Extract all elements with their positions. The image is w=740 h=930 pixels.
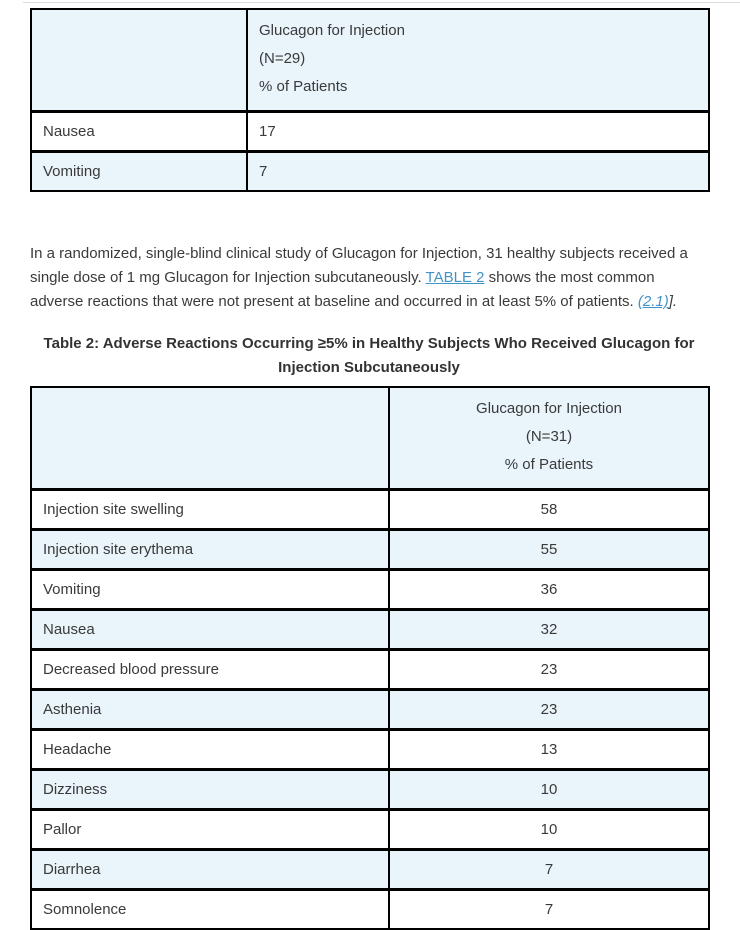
table-row (31, 690, 709, 730)
table1-header-cell (247, 9, 709, 112)
table2-link[interactable]: TABLE 2 (425, 269, 485, 286)
table-row (31, 810, 709, 850)
table-row (31, 850, 709, 890)
table2-title: Table 2: Adverse Reactions Occurring ≥5% in Healthy Subjects Who Received Glucagon for Injection Subcutaneously (43, 335, 695, 376)
value-cell: 10 (389, 770, 709, 810)
table1-header-row (31, 9, 709, 112)
value-cell: 17 (247, 112, 709, 152)
paragraph-text-3: ]. (668, 293, 678, 310)
reaction-cell: Injection site erythema (31, 530, 389, 570)
table1-header-product: Glucagon for Injection (259, 22, 405, 39)
value-cell: 58 (389, 490, 709, 530)
table2-header-row (31, 387, 709, 490)
value-cell: 32 (389, 610, 709, 650)
table1-header-empty-cell (31, 9, 247, 112)
value-cell: 55 (389, 530, 709, 570)
reaction-cell: Vomiting (31, 152, 247, 192)
adverse-reactions-table-1 (30, 8, 710, 192)
section-2-1-link[interactable]: (2.1) (637, 293, 669, 310)
table-row (31, 112, 709, 152)
value-cell: 10 (389, 810, 709, 850)
reaction-cell: Pallor (31, 810, 389, 850)
top-divider (23, 2, 740, 3)
reaction-cell: Headache (31, 730, 389, 770)
table-row (31, 530, 709, 570)
table2-header-empty-cell (31, 387, 389, 490)
value-cell: 7 (389, 890, 709, 930)
reaction-cell: Nausea (31, 610, 389, 650)
reaction-cell: Dizziness (31, 770, 389, 810)
paragraph-text-2: shows the most common adverse reactions that were not present at baseline and occurred in at least 5% of patients. (30, 269, 655, 310)
reaction-cell: Nausea (31, 112, 247, 152)
table-row (31, 152, 709, 192)
table-row (31, 890, 709, 930)
adverse-reactions-table-2 (30, 386, 710, 930)
study-paragraph (30, 242, 712, 314)
reaction-cell: Decreased blood pressure (31, 650, 389, 690)
paragraph-text-1: In a randomized, single-blind clinical study of Glucagon for Injection, 31 healthy subjects received a single dose of 1 mg Glucagon for Injection subcutaneously. (30, 245, 688, 286)
table2-header-n: (N=31) (525, 428, 573, 445)
table-row (31, 570, 709, 610)
table2-header-cell (389, 387, 709, 490)
reaction-cell: Somnolence (31, 890, 389, 930)
table2-header-product: Glucagon for Injection (476, 400, 622, 417)
value-cell: 23 (389, 690, 709, 730)
reaction-cell: Diarrhea (31, 850, 389, 890)
value-cell: 7 (247, 152, 709, 192)
table2-header-metric: % of Patients (504, 456, 594, 473)
table-row (31, 770, 709, 810)
table-row (31, 490, 709, 530)
value-cell: 7 (389, 850, 709, 890)
reaction-cell: Vomiting (31, 570, 389, 610)
value-cell: 36 (389, 570, 709, 610)
value-cell: 23 (389, 650, 709, 690)
reaction-cell: Asthenia (31, 690, 389, 730)
table-row (31, 610, 709, 650)
table-row (31, 730, 709, 770)
table1-header-n: (N=29) (259, 50, 306, 67)
table-row (31, 650, 709, 690)
reaction-cell: Injection site swelling (31, 490, 389, 530)
value-cell: 13 (389, 730, 709, 770)
table1-header-metric: % of Patients (259, 78, 348, 95)
